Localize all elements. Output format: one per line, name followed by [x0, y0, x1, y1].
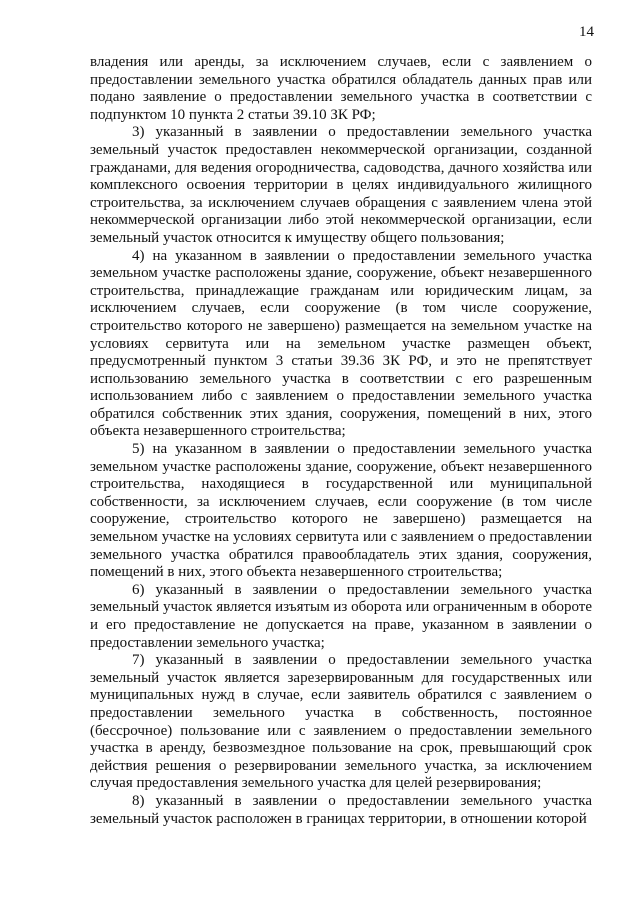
list-item-6: 6) указанный в заявлении о предоставлении земельного участка земельный участок является изъятым из оборота или ограниченным в обороте и его предоставление не допускается на праве, указанном в заявлении о предоставлении земельного участка; [90, 581, 592, 651]
list-item-5: 5) на указанном в заявлении о предоставлении земельного участка земельном участке расположены здание, сооружение, объект незавершенного строительства, находящиеся в государственной или муниципальной собственности, за исключением случаев, если сооружение (в том числе сооружение, строительство которого не завершено) размещается на земельном участке на условиях сервитута или с заявлением о предоставлении земельного участка обратился правообладатель этих здания, сооружения, помещений в них, этого объекта незавершенного строительства; [90, 441, 592, 581]
list-item-7: 7) указанный в заявлении о предоставлении земельного участка земельный участок является зарезервированным для государственных или муниципальных нужд в случае, если заявитель обратился с заявлением о предоставлении земельного участка в собственность, постоянное (бессрочное) пользование или с заявлением о предоставлении земельного участка в аренду, безвозмездное пользование на срок, превышающий срок действия решения о резервировании земельного участка, за исключением случая предоставления земельного участка для целей резервирования; [90, 652, 592, 792]
page-number: 14 [579, 24, 594, 40]
list-item-3: 3) указанный в заявлении о предоставлении земельного участка земельный участок предоставлен некоммерческой организации, созданной гражданами, для ведения огородничества, садоводства, дачного хозяйства или комплексного освоения территории в целях индивидуального жилищного строительства, за исключением случаев обращения с заявлением члена этой некоммерческой организации либо этой некоммерческой организации, если земельный участок относится к имуществу общего пользования; [90, 124, 592, 246]
document-body [90, 54, 592, 828]
list-item-4: 4) на указанном в заявлении о предоставлении земельного участка земельном участке расположены здание, сооружение, объект незавершенного строительства, принадлежащие гражданам или юридическим лицам, за исключением случаев, если сооружение (в том числе сооружение, строительство которого не завершено) размещается на земельном участке на условиях сервитута или на земельном участке размещен объект, предусмотренный пунктом 3 статьи 39.36 ЗК РФ, и это не препятствует использованию земельного участка в соответствии с его разрешенным использованием либо с заявлением о предоставлении земельного участка обратился собственник этих здания, сооружения, помещений в них, этого объекта незавершенного строительства; [90, 247, 592, 440]
list-item-8: 8) указанный в заявлении о предоставлении земельного участка земельный участок расположен в границах территории, в отношении которой [90, 792, 592, 827]
paragraph-continuation: владения или аренды, за исключением случаев, если с заявлением о предоставлении земельного участка обратился обладатель данных прав или подано заявление о предоставлении земельного участка в соответствии с подпунктом 10 пункта 2 статьи 39.10 ЗК РФ; [90, 54, 592, 123]
